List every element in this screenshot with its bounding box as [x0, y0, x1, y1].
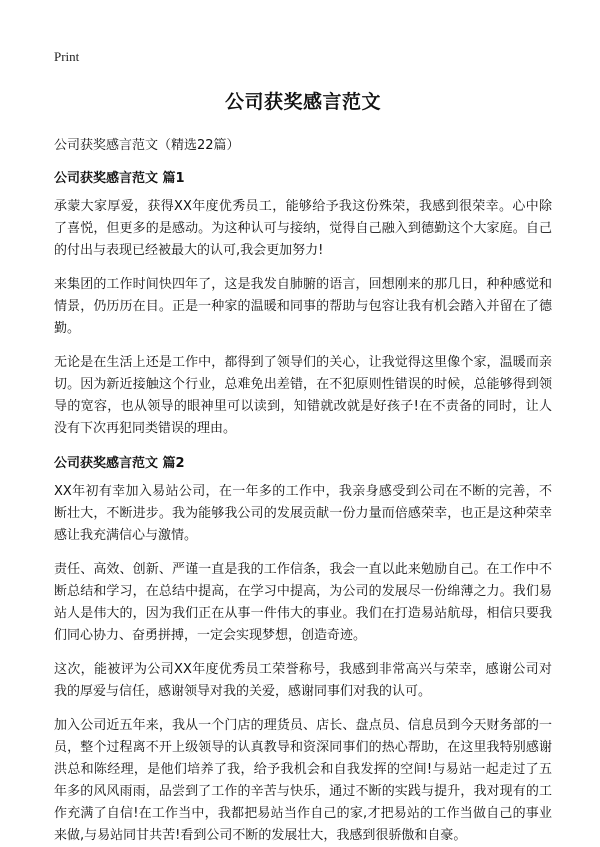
document-subtitle: 公司获奖感言范文（精选22篇） — [54, 138, 240, 153]
document-title: 公司获奖感言范文 — [224, 91, 381, 113]
paragraph: 来集团的工作时间快四年了，这是我发自肺腑的语言，回想刚来的那几日，种种感觉和情景，仍历历在目。正是一种家的温暖和同事的帮助与包容让我有机会踏入并留在了德勤。 — [54, 277, 552, 336]
article-section-1 — [54, 167, 552, 440]
print-link[interactable]: Print — [54, 49, 80, 64]
paragraph: 责任、高效、创新、严谨一直是我的工作信条，我会一直以此来勉励自己。在工作中不断总结和学习，在总结中提高，在学习中提高，为公司的发展尽一份绵薄之力。我们易站人是伟大的，因为我们正在从事一件伟大的事业。我们在打造易站航母，相信只要我们同心协力、奋勇拼搏，一定会实现梦想，创造奇迹。 — [54, 562, 552, 643]
section-heading: 公司获奖感言范文 篇1 — [54, 171, 185, 186]
paragraph: XX年初有幸加入易站公司，在一年多的工作中，我亲身感受到公司在不断的完善，不断壮大，不断进步。我为能够我公司的发展贡献一份力量而倍感荣幸，也正是这种荣幸感让我充满信心与激情。 — [54, 484, 552, 543]
article-section-2 — [54, 452, 552, 847]
paragraph: 无论是在生活上还是工作中，都得到了领导们的关心，让我觉得这里像个家，温暖而亲切。因为新近接触这个行业，总难免出差错，在不犯原则性错误的时候，总能够得到领导的宽容，也从领导的眼神里可以读到，知错就改就是好孩子!在不责备的同时，让人没有下次再犯同类错误的理由。 — [54, 355, 552, 436]
paragraph: 承蒙大家厚爱，获得XX年度优秀员工，能够给予我这份殊荣，我感到很荣幸。心中除了喜悦，但更多的是感动。为这种认可与接纳，觉得自己融入到德勤这个大家庭。自己的付出与表现已经被最大的认可,我会更加努力! — [54, 199, 552, 258]
section-heading: 公司获奖感言范文 篇2 — [54, 456, 185, 471]
paragraph: 这次，能被评为公司XX年度优秀员工荣誉称号，我感到非常高兴与荣幸，感谢公司对我的厚爱与信任，感谢领导对我的关爱，感谢同事们对我的认可。 — [54, 662, 552, 699]
paragraph: 加入公司近五年来，我从一个门店的理货员、店长、盘点员、信息员到今天财务部的一员，整个过程离不开上级领导的认真教导和资深同事们的热心帮助，在这里我特别感谢洪总和陈经理，是他们培养了我，给予我机会和自我发挥的空间!与易站一起走过了五年多的风风雨雨，品尝到了工作的辛苦与快乐，通过不断的实践与提升，我对现有的工作充满了自信!在工作当中，我都把易站当作自己的家,才把易站的工作当做自己的事业来做,与易站同甘共苦!看到公司不断的发展壮大，我感到很骄傲和自豪。 — [54, 718, 552, 843]
